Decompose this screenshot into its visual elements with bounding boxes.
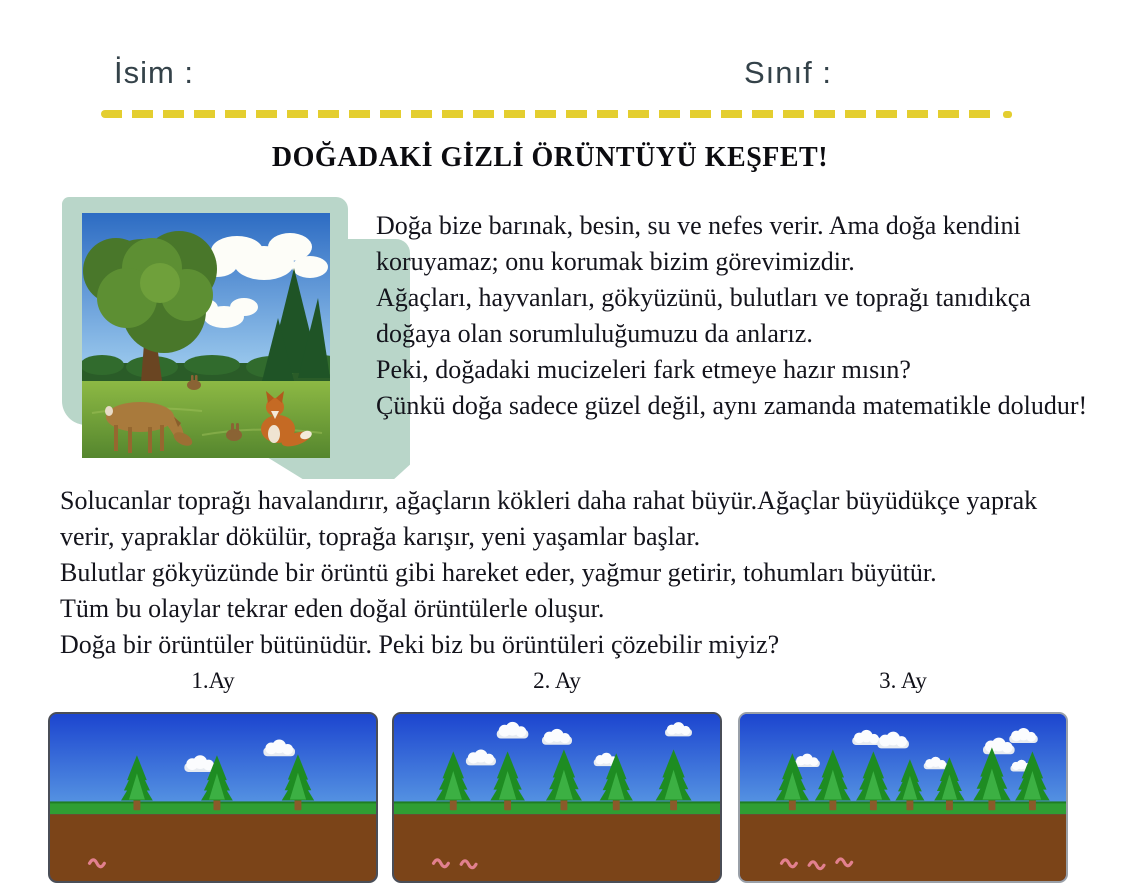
intro-line: Doğa bize barınak, besin, su ve nefes verir. Ama doğa kendini bbox=[376, 211, 1021, 240]
month-2-scene-svg bbox=[394, 714, 720, 881]
month-2-label: 2. Ay bbox=[533, 668, 581, 693]
body-line: Tüm bu olaylar tekrar eden doğal örüntülerle oluşur. bbox=[60, 594, 605, 623]
intro-line: Çünkü doğa sadece güzel değil, aynı zamanda matematikle doludur! bbox=[376, 391, 1088, 420]
month-3-label: 3. Ay bbox=[879, 668, 927, 693]
class-field-label: Sınıf : bbox=[744, 55, 832, 90]
body-paragraph bbox=[60, 483, 1100, 663]
intro-line: Ağaçları, hayvanları, gökyüzünü, bulutları ve toprağı tanıdıkça bbox=[376, 283, 1031, 312]
divider-end-dot bbox=[1003, 111, 1012, 118]
body-line: Solucanlar toprağı havalandırır, ağaçların kökleri daha rahat büyür.Ağaçlar büyüdükçe yaprak bbox=[60, 486, 1038, 515]
month-2-scene bbox=[392, 712, 722, 883]
body-line: Bulutlar gökyüzünde bir örüntü gibi hareket eder, yağmur getirir, tohumları büyütür. bbox=[60, 558, 937, 587]
page-title: DOĞADAKİ GİZLİ ÖRÜNTÜYÜ KEŞFET! bbox=[271, 142, 829, 173]
name-field-label: İsim : bbox=[114, 55, 195, 90]
body-line: Doğa bir örüntüler bütünüdür. Peki biz bu örüntüleri çözebilir miyiz? bbox=[60, 630, 780, 659]
yellow-dashed-divider bbox=[101, 110, 999, 118]
body-line: verir, yapraklar dökülür, toprağa karışır, yeni yaşamlar başlar. bbox=[60, 522, 701, 551]
month-3-scene bbox=[738, 712, 1068, 883]
intro-line: doğaya olan sorumluluğumuzu da anlarız. bbox=[376, 319, 813, 348]
month-1-label: 1.Ay bbox=[191, 668, 235, 693]
month-1-scene bbox=[48, 712, 378, 883]
month-1-scene-svg bbox=[50, 714, 376, 881]
month-3-scene-svg bbox=[740, 714, 1066, 881]
intro-line: koruyamaz; onu korumak bizim görevimizdir. bbox=[376, 247, 855, 276]
forest-meadow-painting bbox=[82, 213, 330, 458]
forest-illustration-block bbox=[62, 197, 352, 487]
intro-line: Peki, doğadaki mucizeleri fark etmeye hazır mısın? bbox=[376, 355, 911, 384]
intro-paragraph bbox=[376, 208, 1106, 424]
